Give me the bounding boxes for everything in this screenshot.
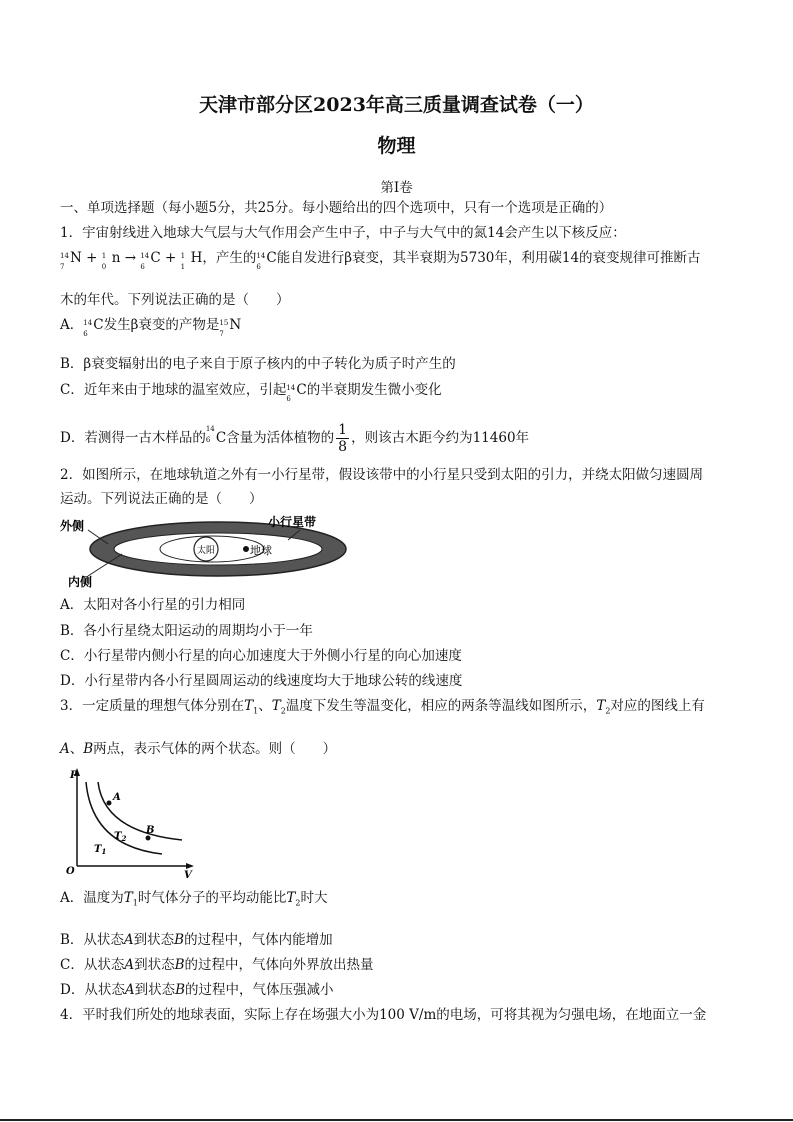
q1-option-a: A． 14 6 C发生β衰变的产物是 15 7 N [60,317,242,338]
outer-label: 外侧 [60,519,85,533]
isotherm-figure [62,766,202,880]
q4-stem-line1: 4．平时我们所处的地球表面，实际上存在场强大小为100 V/m的电场，可将其视为匀强电场，在地面立一金 [60,1007,707,1023]
q2-option-c: C．小行星带内侧小行星的向心加速度大于外侧小行星的向心加速度 [60,648,462,664]
q3-option-b: B．从状态A到状态B的过程中，气体内能增加 [60,932,333,948]
earth-label: 地球 [250,544,272,557]
point-b-label: B [146,825,155,836]
q3-stem-line1: 3．一定质量的理想气体分别在$T_1$、$T_2$温度下发生等温变化，相应的两条等温线如图所示，$T_2$对应的图线上有 [60,698,705,716]
point-a-label: A [113,792,121,803]
q3-option-d: D．从状态A到状态B的过程中，气体压强减小 [60,982,334,998]
q1-stem-line1: 1．宇宙射线进入地球大气层与大气作用会产生中子，中子与大气中的氮14会产生以下核反应： [60,225,626,241]
q3-option-a: A．温度为$T_1$时气体分子的平均动能比$T_2$时大 [60,890,328,908]
asteroid-belt-figure [60,512,350,588]
q1-option-c: C．近年来由于地球的温室效应，引起 14 6 C的半衰期发生微小变化 [60,382,442,403]
t2-label: $T_2$ [114,831,127,843]
fraction-one-eighth: $\frac{1}{8}$ [338,422,348,455]
q1-equation-line: 14 7 N + 1 0 n → 14 6 C + 1 1 H，产生的 14 6 C能自发进行β衰变，其半衰期为5730年，利用碳14的衰变规律可推断古 [60,250,701,271]
nuclide-neutron: 1 0 [101,252,107,271]
q1-stem-line3: 木的年代。下列说法正确的是（ ） [60,292,290,308]
v-axis-label: V [184,870,192,880]
q3-stem-line2: A、B两点，表示气体的两个状态。则（ ） [60,741,337,757]
isotherm-t2 [98,782,182,840]
q3-option-c: C．从状态A到状态B的过程中，气体向外界放出热量 [60,957,374,973]
q2-option-d: D．小行星带内各小行星圆周运动的线速度均大于地球公转的线速度 [60,673,463,689]
page-bottom-rule [0,1119,793,1121]
q1-option-b: B．β衰变辐射出的电子来自于原子核内的中子转化为质子时产生的 [60,356,456,372]
point-a [107,801,112,806]
p-axis-label: P [70,770,78,781]
origin-label: O [66,866,75,877]
page-title: 天津市部分区2023年高三质量调查试卷（一） [199,94,594,116]
nuclide-n14: 14 7 [60,252,69,271]
q2-stem-line1: 2．如图所示，在地球轨道之外有一小行星带，假设该带中的小行星只受到太阳的引力，并绕太阳做匀速圆周 [60,467,704,483]
q2-option-b: B．各小行星绕太阳运动的周期均小于一年 [60,623,313,639]
section-heading: 一、单项选择题（每小题5分，共25分。每小题给出的四个选项中，只有一个选项是正确的） [60,200,613,216]
sun-label: 太阳 [196,546,216,556]
earth-icon [243,546,249,552]
q2-option-a: A．太阳对各小行星的引力相同 [60,597,246,613]
point-b [146,836,151,841]
volume-label: 第Ⅰ卷 [380,180,413,196]
nuclide-h1: 1 1 [180,252,186,271]
t1-label: $T_1$ [94,844,107,856]
q1-option-d: D．若测得一古木样品的 14 6 C含量为活体植物的 $\frac{1}{8}$ ，则该古木距今约为11460年 [60,422,530,455]
nuclide-c14: 14 6 [140,252,150,271]
inner-label: 内侧 [68,575,93,588]
q2-stem-line2: 运动。下列说法正确的是（ ） [60,491,263,507]
belt-label: 小行星带 [268,515,317,529]
subject-title: 物理 [377,135,416,157]
